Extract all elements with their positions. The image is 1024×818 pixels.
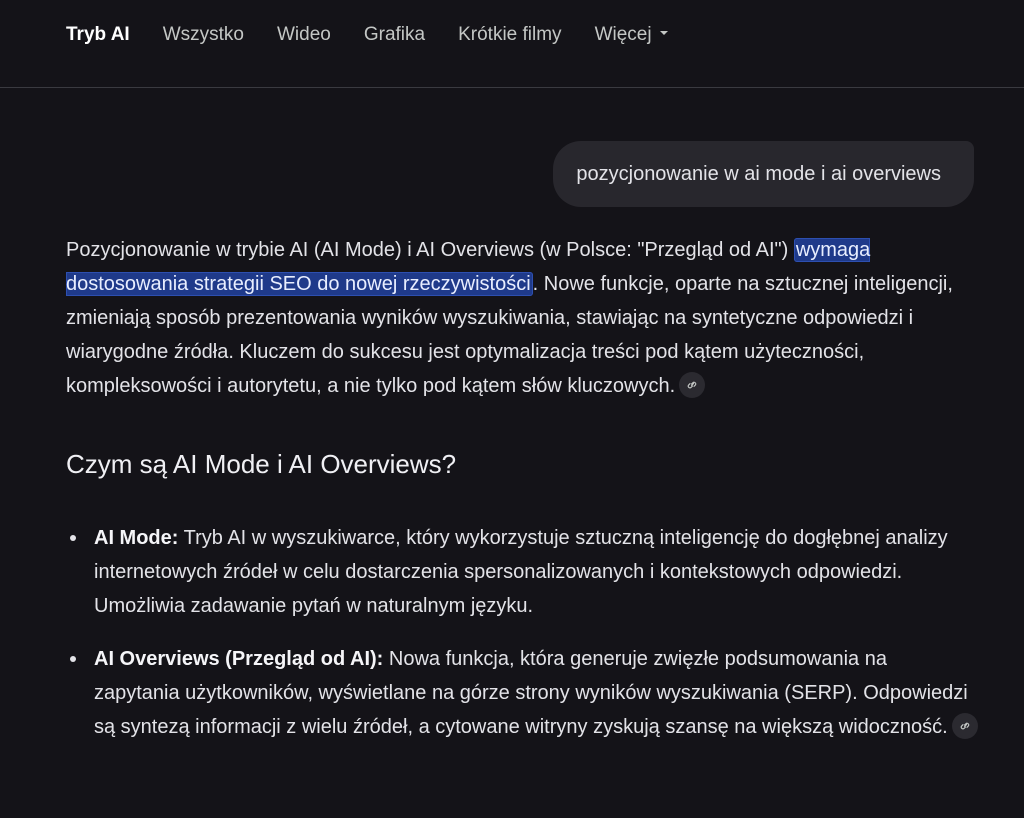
definition-list — [66, 521, 978, 744]
highlighted-text: wymaga dostosowania strategii SEO do nowej rzeczywistości — [66, 239, 871, 295]
intro-text-continued: . Nowe funkcje, oparte na sztucznej inteligencji, zmieniają sposób prezentowania wyników wyszukiwania, stawiając na syntetyczne odpowiedzi i wiarygodne źródła. Kluczem do sukcesu jest optymalizacja treści pod kątem użyteczności, kompleksowości i autorytetu, a nie tylko pod kątem słów kluczowych. — [66, 273, 953, 397]
search-tabs — [66, 22, 701, 48]
list-item-text: Tryb AI w wyszukiwarce, który wykorzystuje sztuczną inteligencję do dogłębnej analizy internetowych źródeł w celu dostarczenia spersonalizowanych i kontekstowych odpowiedzi. Umożliwia zadawanie pytań w naturalnym języku. — [94, 527, 948, 617]
tab-ai-mode[interactable]: Tryb AI — [66, 24, 130, 45]
list-item — [66, 521, 978, 623]
ai-answer — [66, 233, 978, 763]
list-item-term: AI Overviews (Przegląd od AI): — [94, 648, 384, 670]
user-query-bubble — [553, 141, 974, 207]
list-item — [66, 642, 978, 744]
tab-images[interactable]: Grafika — [363, 24, 426, 45]
list-item-term: AI Mode: — [94, 527, 179, 549]
tab-more-label: Więcej — [594, 24, 652, 45]
link-icon[interactable] — [952, 713, 978, 739]
user-query-text: pozycjonowanie w ai mode i ai overviews — [576, 162, 941, 185]
tab-all[interactable]: Wszystko — [162, 24, 244, 45]
intro-text: Pozycjonowanie w trybie AI (AI Mode) i AI Overviews (w Polsce: "Przegląd od AI") — [66, 239, 794, 261]
answer-intro — [66, 233, 978, 403]
caret-down-icon — [660, 31, 668, 35]
top-navigation — [0, 0, 1024, 88]
list-item-text: Nowa funkcja, która generuje zwięzłe podsumowania na zapytania użytkowników, wyświetlane na górze strony wyników wyszukiwania (SERP). Odpowiedzi są syntezą informacji z wielu źródeł, a cytowane witryny zyskują szansę na większą widoczność. — [94, 648, 968, 738]
bullet — [70, 656, 76, 662]
tab-short-videos[interactable]: Krótkie filmy — [458, 24, 562, 45]
tab-video[interactable]: Wideo — [276, 24, 331, 45]
tab-more[interactable] — [595, 22, 668, 48]
bullet — [70, 535, 76, 541]
link-icon[interactable] — [679, 372, 705, 398]
section-heading: Czym są AI Mode i AI Overviews? — [66, 449, 457, 479]
